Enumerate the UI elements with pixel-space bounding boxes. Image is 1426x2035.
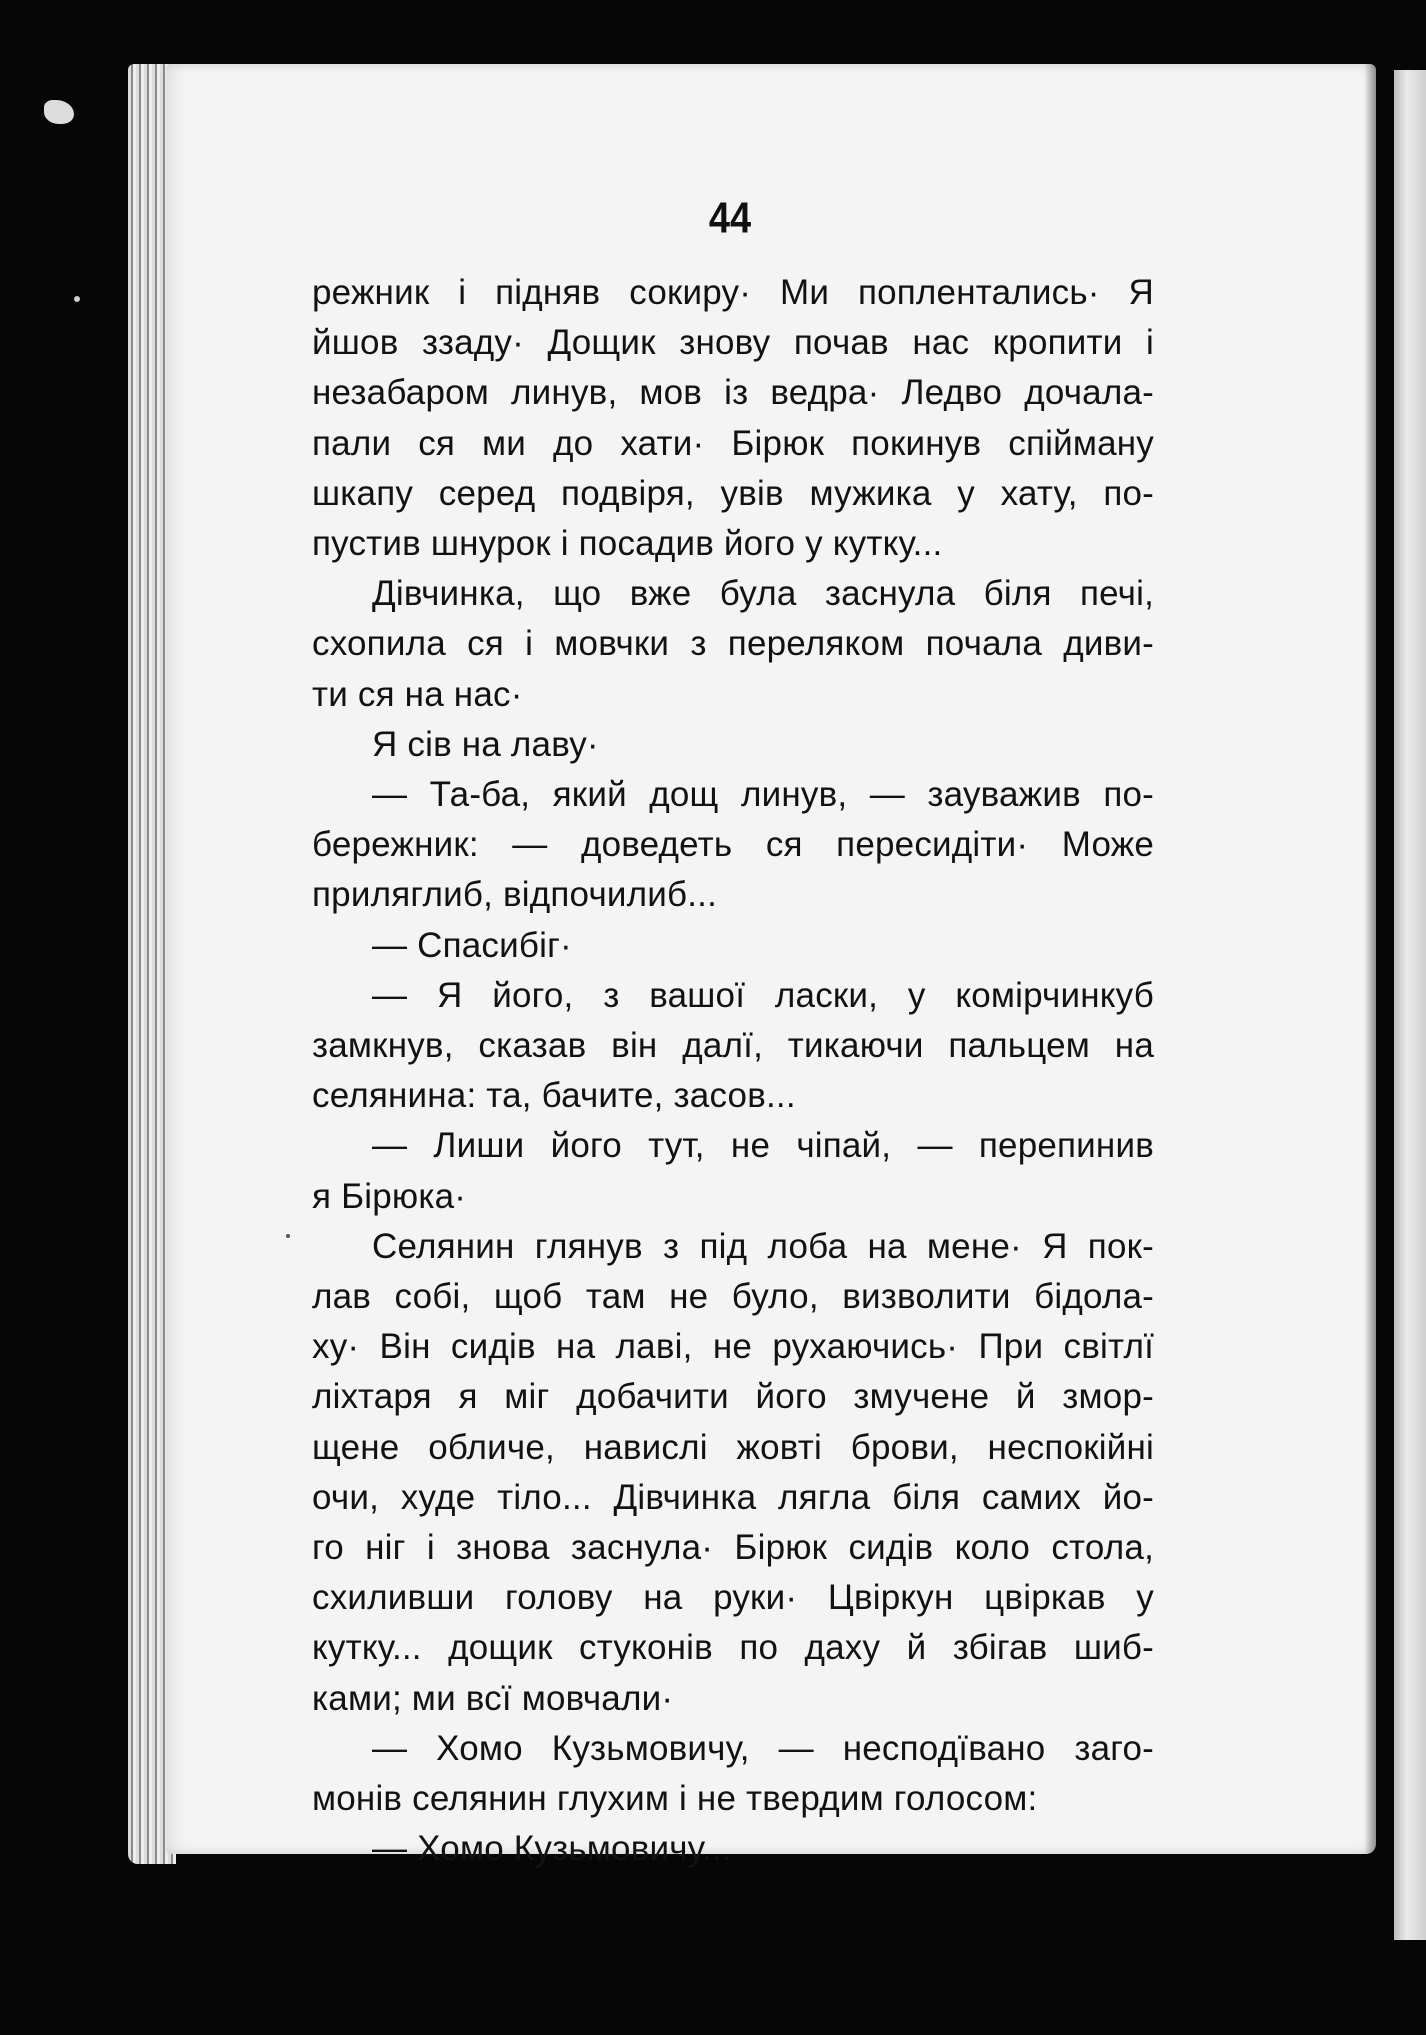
text-line: селянина: та, бачите, засов...	[312, 1076, 796, 1116]
text-line: очи, худе тіло... Дівчинка лягла біля самих йо-	[312, 1477, 1154, 1517]
text-line: схопила ся і мовчки з переляком почала диви-	[312, 624, 1154, 664]
text-line: режник і підняв сокиру· Ми поплентались· Я	[312, 273, 1154, 312]
text-line: незабаром линув, мов із ведра· Ледво дочала-	[312, 373, 1154, 413]
text-line: — Хомо Кузьмовичу, — несподївано заго-	[372, 1728, 1154, 1768]
text-line: ліхтаря я міг добачити його змучене й змор-	[312, 1377, 1154, 1417]
text-line: монів селянин глухим і не твердим голосом:	[312, 1779, 1038, 1819]
text-line: пустив шнурок і посадив його у кутку...	[312, 524, 943, 564]
text-line: — Я його, з вашої ласки, у комірчинкуб	[372, 975, 1154, 1015]
text-line: — Лиши його тут, не чіпай, — перепинив	[372, 1126, 1154, 1166]
text-line: схиливши голову на руки· Цвіркун цвіркав у	[312, 1578, 1154, 1618]
scan-speck	[74, 296, 80, 302]
text-line: го ніг і знова заснула· Бірюк сидів коло стола,	[312, 1528, 1154, 1568]
text-line: кутку... дощик стуконів по даху й збігав шиб-	[312, 1628, 1154, 1668]
text-line: замкнув, сказав він далї, тикаючи пальцем на	[312, 1026, 1154, 1066]
scan-speck	[286, 1234, 290, 1238]
text-line: Дівчинка, що вже була заснула біля печі,	[372, 574, 1154, 614]
text-line: лав собі, щоб там не було, визволити бідола-	[312, 1277, 1154, 1317]
text-line: — Та-ба, який дощ линув, — зауважив по-	[372, 775, 1154, 815]
text-line: приляглиб, відпочилиб...	[312, 875, 718, 915]
text-line: Селянин глянув з під лоба на мене· Я пок-	[372, 1226, 1154, 1266]
text-line: щене обличе, навислі жовті брови, неспокійні	[312, 1427, 1154, 1467]
text-line: йшов ззаду· Дощик знову почав нас кропити і	[312, 323, 1154, 363]
text-line: бережник: — доведеть ся пересидіти· Може	[312, 825, 1154, 865]
text-line: — Хомо Кузьмовичу...	[372, 1829, 732, 1869]
page-number: 44	[708, 194, 752, 244]
text-line: — Спасибіг·	[372, 925, 572, 965]
text-line: ками; ми всї мовчали·	[312, 1678, 674, 1718]
text-line: ху· Він сидів на лаві, не рухаючись· При світлї	[312, 1327, 1154, 1367]
page-body-text	[312, 268, 1154, 1875]
facing-page-edge	[1394, 70, 1426, 1940]
text-line: пали ся ми до хати· Бірюк покинув спійману	[312, 423, 1154, 463]
scan-speck	[44, 100, 74, 124]
text-line: шкапу серед подвіря, увів мужика у хату, по-	[312, 473, 1154, 513]
text-line: я Бірюка·	[312, 1176, 467, 1216]
text-line: Я сів на лаву·	[372, 724, 599, 764]
text-line: ти ся на нас·	[312, 674, 523, 714]
